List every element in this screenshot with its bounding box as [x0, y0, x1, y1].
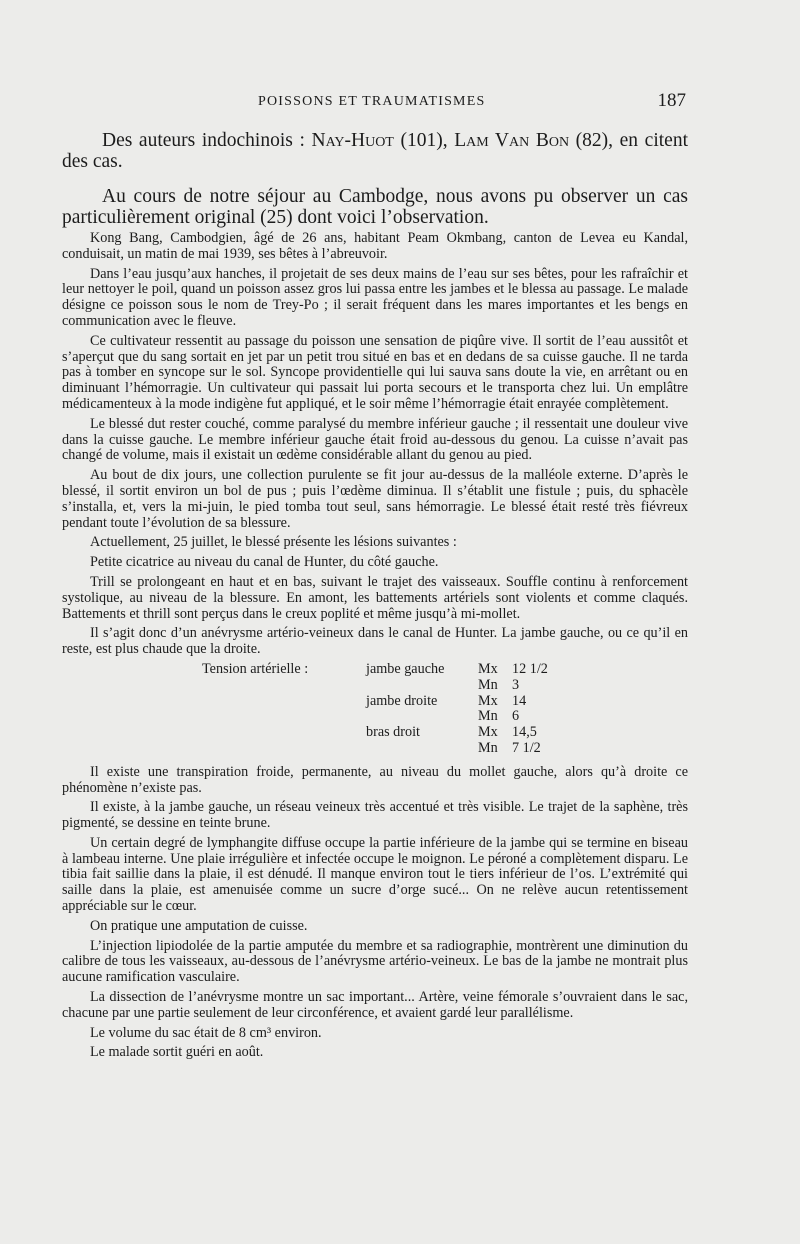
table-value: 14: [512, 692, 527, 709]
table-site: bras droit: [366, 724, 420, 741]
observation-paragraph: Un certain degré de lymphangite diffuse occupe la partie inférieure de la jambe qui se termine en biseau à lambeau interne. Une plaie irrégulière et infectée occupe le moignon. Le péroné a complètement disparu. Le tibia fait saillie dans la plaie, il est dénudé. Il manque environ tout le tiers inférieur de l’os. L’extrémité qui saille dans la plaie, est amenuisée comme un sucre d’orge sucé... On ne relève aucun retentissement appréciable sur le cœur.: [62, 834, 688, 915]
observation-paragraph: La dissection de l’anévrysme montre un sac important... Artère, veine fémorale s’ouvraient dans le sac, chacune par une partie seulement de leur circonférence, et avaient gardé leur parallélisme.: [62, 989, 688, 1021]
observation-paragraph: On pratique une amputation de cuisse.: [90, 917, 308, 934]
intro-paragraph-authors: [62, 130, 688, 172]
table-row: [202, 662, 572, 678]
table-row: [202, 694, 572, 710]
author-name: Nay-Huot: [311, 130, 394, 151]
table-key: Mn: [478, 676, 498, 693]
table-row: [202, 741, 572, 757]
table-row: [202, 678, 572, 694]
table-value: 12 1/2: [512, 660, 548, 677]
table-site: jambe gauche: [366, 660, 445, 677]
table-row: [202, 709, 572, 725]
observation-paragraph: Le malade sortit guéri en août.: [90, 1044, 264, 1061]
table-key: Mn: [478, 739, 498, 756]
table-key: Mx: [478, 660, 498, 677]
observation-paragraph: Le blessé dut rester couché, comme paralysé du membre inférieur gauche ; il ressentait une douleur vive dans la cuisse gauche. Le membre inférieur gauche était froid au-dessous du genou. La cuisse n’avait pas changé de volume, mais il existait un œdème considérable allant du genou au pied.: [62, 415, 688, 464]
table-site: jambe droite: [366, 692, 438, 709]
observation-paragraph: L’injection lipiodolée de la partie amputée du membre et sa radiographie, montrèrent une diminution du calibre de tous les vaisseaux, au-dessous de l’anévrysme artério-veineux. Le bas de la jambe ne montrait plus aucune ramification vasculaire.: [62, 937, 688, 986]
observation-paragraph: Petite cicatrice au niveau du canal de Hunter, du côté gauche.: [90, 554, 439, 571]
table-value: 3: [512, 676, 520, 693]
table-key: Mx: [478, 724, 498, 741]
observation-paragraph: Actuellement, 25 juillet, le blessé présente les lésions suivantes :: [90, 534, 457, 551]
table-key: Mx: [478, 692, 498, 709]
table-key: Mn: [478, 708, 498, 725]
intro-text: (82), en citent des cas.: [62, 130, 688, 172]
table-label: Tension artérielle :: [202, 660, 309, 677]
observation-body: [62, 231, 688, 1065]
intro-text: Des auteurs indochinois :: [102, 130, 312, 151]
observation-paragraph: Kong Bang, Cambodgien, âgé de 26 ans, habitant Peam Okmbang, canton de Levea eu Kandal, conduisait, un matin de mai 1939, ses bêtes à l’abreuvoir.: [62, 230, 688, 262]
observation-paragraph: Il existe une transpiration froide, permanente, au niveau du mollet gauche, alors qu’à droite ce phénomène n’existe pas.: [62, 763, 688, 796]
table-value: 14,5: [512, 724, 537, 741]
observation-paragraph: Trill se prolongeant en haut et en bas, suivant le trajet des vaisseaux. Souffle continu à renforcement systolique, au niveau de la blessure. En amont, les battements artériels sont violents et comme claqués. Battements et thrill sont perçus dans le creux poplité et même jusqu’à mi-mollet.: [62, 573, 688, 622]
author-name: Lam Van Bon: [454, 130, 570, 151]
observation-paragraph: Ce cultivateur ressentit au passage du poisson une sensation de piqûre vive. Il sortit de l’eau aussitôt et s’aperçut que du sang sortait en jet par un petit trou situé en bas et en dedans de sa cuisse gauche. Il ne tarda pas à tomber en syncope sur le sol. Syncope providentielle qui lui sauva sans doute la vie, en arrêtant ou en diminuant l’hémorragie. Un cultivateur qui passait lui porta secours et le transporta chez lui. Un emplâtre médicamenteux à la mode indigène fut appliqué, et le soir même l’hémorragie était enrayée complètement.: [62, 332, 688, 412]
observation-paragraph: Il s’agit donc d’un anévrysme artério-veineux dans le canal de Hunter. La jambe gauche, ou ce qu’il en reste, est plus chaude que la droite.: [62, 625, 688, 658]
table-row: [202, 725, 572, 741]
intro-paragraph-observation: Au cours de notre séjour au Cambodge, nous avons pu observer un cas particulièrement original (25) dont voici l’observation.: [62, 186, 688, 228]
observation-paragraph: Au bout de dix jours, une collection purulente se fit jour au-dessus de la malléole externe. D’après le blessé, il sortit environ un bol de pus ; puis l’œdème diminua. Il s’établit une fistule ; puis, du sphacèle s’installa, et, vers la mi-juin, le pied tomba tout seul, sans hémorragie. Le blessé était resté très fiévreux pendant toute l’évolution de sa blessure.: [62, 467, 688, 531]
observation-paragraph: Le volume du sac était de 8 cm³ environ.: [90, 1024, 322, 1041]
page-number: 187: [657, 90, 686, 111]
table-site: [366, 741, 478, 757]
table-site: [366, 709, 478, 725]
table-value: 6: [512, 708, 520, 725]
table-site: [366, 678, 478, 694]
intro-section: [62, 130, 688, 242]
table-value: 7 1/2: [512, 739, 541, 756]
observation-paragraph: Il existe, à la jambe gauche, un réseau veineux très accentué et très visible. Le trajet de la saphène, très pigmenté, se dessine en teinte brune.: [62, 799, 688, 832]
observation-paragraph: Dans l’eau jusqu’aux hanches, il projetait de ses deux mains de l’eau sur ses bêtes, pour les rafraîchir et leur nettoyer le poil, quand un poisson assez gros lui passa entre les jambes et le blessa au passage. Le malade désigne ce poisson sous le nom de Trey-Po ; il serait fréquent dans les mares importantes et les bengs en communication avec le fleuve.: [62, 265, 688, 329]
running-title: POISSONS ET TRAUMATISMES: [258, 94, 486, 109]
running-header: [60, 90, 690, 116]
intro-text: (101),: [393, 130, 455, 151]
blood-pressure-table: [202, 662, 572, 757]
